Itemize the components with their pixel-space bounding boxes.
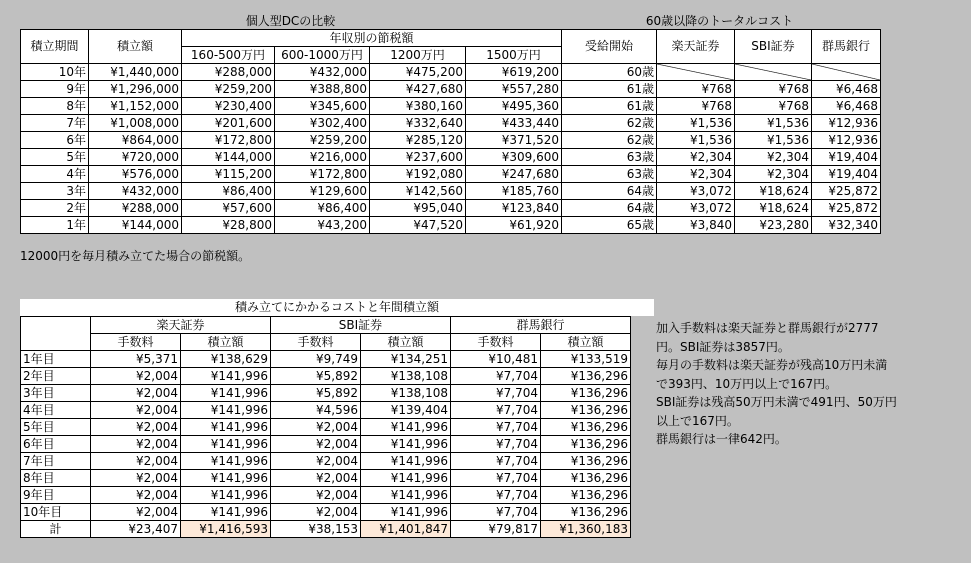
header-period: 積立期間 (21, 30, 89, 64)
cost-sub-fee: 手数料 (451, 334, 541, 351)
contribution-cell: ¥136,296 (541, 385, 631, 402)
header-income-3: 1200万円 (370, 47, 466, 64)
period-cell: 3年 (21, 183, 89, 200)
tax-cell: ¥259,200 (275, 132, 370, 149)
contribution-cell: ¥134,251 (361, 351, 451, 368)
year-cell: 3年目 (21, 385, 91, 402)
empty-cost-cell (657, 64, 735, 81)
tax-cell: ¥142,560 (370, 183, 466, 200)
header-income-1: 160-500万円 (182, 47, 275, 64)
tax-cell: ¥237,600 (370, 149, 466, 166)
fee-cell: ¥7,704 (451, 487, 541, 504)
fee-cell: ¥7,704 (451, 402, 541, 419)
period-cell: 4年 (21, 166, 89, 183)
table-row (21, 81, 881, 98)
fee-cell: ¥5,892 (271, 368, 361, 385)
contribution-cell: ¥141,996 (181, 368, 271, 385)
start-age-cell: 62歳 (562, 132, 657, 149)
note-line: 加入手数料は楽天証券と群馬銀行が2777 (656, 321, 879, 335)
tax-cell: ¥61,920 (466, 217, 562, 234)
tax-cell: ¥495,360 (466, 98, 562, 115)
fee-cell: ¥7,704 (451, 504, 541, 521)
table-row (21, 402, 631, 419)
table-row (21, 200, 881, 217)
header-start: 受給開始 (562, 30, 657, 64)
tax-cell: ¥185,760 (466, 183, 562, 200)
cost-cell: ¥768 (735, 98, 812, 115)
tax-cell: ¥86,400 (275, 200, 370, 217)
tax-cell: ¥619,200 (466, 64, 562, 81)
year-cell: 6年目 (21, 436, 91, 453)
tax-cell: ¥201,600 (182, 115, 275, 132)
start-age-cell: 60歳 (562, 64, 657, 81)
start-age-cell: 61歳 (562, 81, 657, 98)
table-row (21, 183, 881, 200)
tax-cell: ¥28,800 (182, 217, 275, 234)
total-contribution-cell: ¥1,360,183 (541, 521, 631, 538)
year-cell: 9年目 (21, 487, 91, 504)
cost-cell: ¥1,536 (657, 115, 735, 132)
tax-cell: ¥230,400 (182, 98, 275, 115)
cost-header-gunma: 群馬銀行 (451, 317, 631, 334)
total-label: 計 (21, 521, 91, 538)
fee-cell: ¥2,004 (91, 419, 181, 436)
tax-cell: ¥380,160 (370, 98, 466, 115)
contribution-cell: ¥141,996 (361, 470, 451, 487)
tax-cell: ¥345,600 (275, 98, 370, 115)
tax-cell: ¥192,080 (370, 166, 466, 183)
cost-cell: ¥768 (735, 81, 812, 98)
cost-cell: ¥3,072 (657, 183, 735, 200)
fee-cell: ¥2,004 (91, 368, 181, 385)
total-row (21, 521, 631, 538)
contribution-cell: ¥136,296 (541, 453, 631, 470)
cost-cell: ¥12,936 (812, 132, 881, 149)
contribution-cell: ¥141,996 (361, 453, 451, 470)
note-line: 毎月の手数料は楽天証券が残高10万円未満 (656, 358, 888, 372)
contribution-cell: ¥141,996 (361, 419, 451, 436)
tax-cell: ¥47,520 (370, 217, 466, 234)
note-line: 群馬銀行は一律642円。 (656, 432, 787, 446)
fee-cell: ¥7,704 (451, 470, 541, 487)
table1-title: 個人型DCの比較 (245, 14, 336, 28)
tax-cell: ¥247,680 (466, 166, 562, 183)
fee-cell: ¥7,704 (451, 368, 541, 385)
table-row (21, 132, 881, 149)
cost-sub-fee: 手数料 (91, 334, 181, 351)
cost-cell: ¥32,340 (812, 217, 881, 234)
start-age-cell: 62歳 (562, 115, 657, 132)
contribution-cell: ¥136,296 (541, 504, 631, 521)
tax-cell: ¥259,200 (182, 81, 275, 98)
contribution-cell: ¥136,296 (541, 470, 631, 487)
contribution-cell: ¥141,996 (181, 453, 271, 470)
cost-cell: ¥2,304 (735, 166, 812, 183)
table-row (21, 64, 881, 81)
cost-cell: ¥23,280 (735, 217, 812, 234)
total-contribution-cell: ¥1,416,593 (181, 521, 271, 538)
table-row (21, 115, 881, 132)
table-row (21, 385, 631, 402)
amount-cell: ¥432,000 (89, 183, 182, 200)
table-row (21, 217, 881, 234)
empty-cost-cell (735, 64, 812, 81)
fee-cell: ¥2,004 (91, 436, 181, 453)
contribution-cell: ¥141,996 (361, 436, 451, 453)
table-row (21, 470, 631, 487)
cost-cell: ¥3,840 (657, 217, 735, 234)
contribution-cell: ¥139,404 (361, 402, 451, 419)
start-age-cell: 61歳 (562, 98, 657, 115)
amount-cell: ¥1,008,000 (89, 115, 182, 132)
fee-cell: ¥5,371 (91, 351, 181, 368)
fee-cell: ¥2,004 (271, 419, 361, 436)
cost-cell: ¥18,624 (735, 183, 812, 200)
contribution-cell: ¥141,996 (181, 385, 271, 402)
period-cell: 6年 (21, 132, 89, 149)
fee-cell: ¥10,481 (451, 351, 541, 368)
table-row (21, 166, 881, 183)
start-age-cell: 65歳 (562, 217, 657, 234)
fee-cell: ¥2,004 (91, 402, 181, 419)
cost-cell: ¥1,536 (735, 115, 812, 132)
cost-header-rakuten: 楽天証券 (91, 317, 271, 334)
tax-cell: ¥475,200 (370, 64, 466, 81)
period-cell: 5年 (21, 149, 89, 166)
contribution-cell: ¥136,296 (541, 436, 631, 453)
table-row (21, 453, 631, 470)
cost-header-year (21, 317, 91, 351)
fee-cell: ¥9,749 (271, 351, 361, 368)
tax-cell: ¥95,040 (370, 200, 466, 217)
tax-cell: ¥433,440 (466, 115, 562, 132)
cost-cell: ¥2,304 (657, 166, 735, 183)
fee-cell: ¥2,004 (91, 385, 181, 402)
tax-cell: ¥432,000 (275, 64, 370, 81)
year-cell: 1年目 (21, 351, 91, 368)
cost-cell: ¥768 (657, 98, 735, 115)
period-cell: 10年 (21, 64, 89, 81)
header-broker-gunma: 群馬銀行 (812, 30, 881, 64)
fee-cell: ¥2,004 (91, 504, 181, 521)
cost-sub-amount: 積立額 (541, 334, 631, 351)
year-cell: 8年目 (21, 470, 91, 487)
period-cell: 1年 (21, 217, 89, 234)
tax-cell: ¥115,200 (182, 166, 275, 183)
amount-cell: ¥1,296,000 (89, 81, 182, 98)
start-age-cell: 63歳 (562, 166, 657, 183)
contribution-cell: ¥141,996 (181, 470, 271, 487)
cost-cell: ¥6,468 (812, 98, 881, 115)
table-row (21, 98, 881, 115)
header-broker-rakuten: 楽天証券 (657, 30, 735, 64)
fee-cell: ¥5,892 (271, 385, 361, 402)
header-income-4: 1500万円 (466, 47, 562, 64)
cost-cell: ¥18,624 (735, 200, 812, 217)
header-income-2: 600-1000万円 (275, 47, 370, 64)
fee-cell: ¥2,004 (271, 504, 361, 521)
start-age-cell: 64歳 (562, 183, 657, 200)
header-broker-sbi: SBI証券 (735, 30, 812, 64)
total-fee-cell: ¥38,153 (271, 521, 361, 538)
tax-cell: ¥388,800 (275, 81, 370, 98)
tax-cell: ¥371,520 (466, 132, 562, 149)
fee-cell: ¥7,704 (451, 436, 541, 453)
tax-cell: ¥43,200 (275, 217, 370, 234)
contribution-cell: ¥136,296 (541, 402, 631, 419)
tax-footnote: 12000円を毎月積み立てた場合の節税額。 (20, 249, 251, 263)
total-fee-cell: ¥79,817 (451, 521, 541, 538)
fee-cell: ¥2,004 (91, 470, 181, 487)
contribution-cell: ¥136,296 (541, 368, 631, 385)
fee-notes (656, 319, 956, 449)
fee-cell: ¥7,704 (451, 453, 541, 470)
fee-cell: ¥2,004 (91, 453, 181, 470)
total-contribution-cell: ¥1,401,847 (361, 521, 451, 538)
contribution-cell: ¥138,629 (181, 351, 271, 368)
tax-cell: ¥172,800 (275, 166, 370, 183)
cost-cell: ¥12,936 (812, 115, 881, 132)
header-tax-group: 年収別の節税額 (182, 30, 562, 47)
cost-cell: ¥25,872 (812, 183, 881, 200)
tax-cell: ¥427,680 (370, 81, 466, 98)
year-cell: 7年目 (21, 453, 91, 470)
cost-cell: ¥19,404 (812, 149, 881, 166)
contribution-cell: ¥136,296 (541, 487, 631, 504)
tax-cell: ¥332,640 (370, 115, 466, 132)
period-cell: 7年 (21, 115, 89, 132)
cost-header-sbi: SBI証券 (271, 317, 451, 334)
note-line: で393円、10万円以上で167円。 (656, 376, 838, 391)
empty-cost-cell (812, 64, 881, 81)
cost-cell: ¥2,304 (657, 149, 735, 166)
fee-cell: ¥2,004 (271, 436, 361, 453)
cost-sub-fee: 手数料 (271, 334, 361, 351)
year-cell: 2年目 (21, 368, 91, 385)
amount-cell: ¥1,152,000 (89, 98, 182, 115)
tax-cell: ¥309,600 (466, 149, 562, 166)
period-cell: 2年 (21, 200, 89, 217)
total-fee-cell: ¥23,407 (91, 521, 181, 538)
cost-sub-amount: 積立額 (361, 334, 451, 351)
tax-cell: ¥144,000 (182, 149, 275, 166)
tax-cell: ¥129,600 (275, 183, 370, 200)
amount-cell: ¥288,000 (89, 200, 182, 217)
period-cell: 9年 (21, 81, 89, 98)
tax-cell: ¥86,400 (182, 183, 275, 200)
tax-cell: ¥288,000 (182, 64, 275, 81)
table-row (21, 436, 631, 453)
year-cell: 5年目 (21, 419, 91, 436)
cost-cell: ¥6,468 (812, 81, 881, 98)
dc-comparison-table (20, 29, 881, 234)
cost-cell: ¥1,536 (735, 132, 812, 149)
amount-cell: ¥1,440,000 (89, 64, 182, 81)
note-line: 以上で167円。 (656, 413, 739, 428)
period-cell: 8年 (21, 98, 89, 115)
contribution-cell: ¥138,108 (361, 368, 451, 385)
amount-cell: ¥144,000 (89, 217, 182, 234)
cost-cell: ¥2,304 (735, 149, 812, 166)
table-row (21, 351, 631, 368)
fee-cell: ¥4,596 (271, 402, 361, 419)
fee-cell: ¥7,704 (451, 419, 541, 436)
contribution-cell: ¥141,996 (181, 419, 271, 436)
tax-cell: ¥285,120 (370, 132, 466, 149)
contribution-cell: ¥136,296 (541, 419, 631, 436)
table-row (21, 368, 631, 385)
fee-cell: ¥7,704 (451, 385, 541, 402)
amount-cell: ¥576,000 (89, 166, 182, 183)
cost-cell: ¥3,072 (657, 200, 735, 217)
contribution-cell: ¥141,996 (361, 487, 451, 504)
cost-cell: ¥25,872 (812, 200, 881, 217)
tax-cell: ¥216,000 (275, 149, 370, 166)
cost-sub-amount: 積立額 (181, 334, 271, 351)
tax-cell: ¥302,400 (275, 115, 370, 132)
start-age-cell: 63歳 (562, 149, 657, 166)
year-cell: 4年目 (21, 402, 91, 419)
tax-cell: ¥123,840 (466, 200, 562, 217)
header-amount: 積立額 (89, 30, 182, 64)
table-row (21, 504, 631, 521)
amount-cell: ¥864,000 (89, 132, 182, 149)
fee-cell: ¥2,004 (271, 453, 361, 470)
tax-cell: ¥557,280 (466, 81, 562, 98)
tax-cell: ¥172,800 (182, 132, 275, 149)
fee-cell: ¥2,004 (91, 487, 181, 504)
table-row (21, 149, 881, 166)
contribution-cell: ¥138,108 (361, 385, 451, 402)
cost-group-title: 60歳以降のトータルコスト (645, 14, 794, 28)
contribution-cell: ¥141,996 (181, 487, 271, 504)
cost-cell: ¥1,536 (657, 132, 735, 149)
cost-cell: ¥19,404 (812, 166, 881, 183)
contribution-cell: ¥141,996 (181, 436, 271, 453)
note-line: 円。SBI証券は3857円。 (656, 339, 790, 354)
cost-table (20, 316, 631, 538)
note-line: SBI証券は残高50万円未満で491円、50万円 (656, 395, 897, 409)
table2-title: 積み立てにかかるコストと年間積立額 (234, 300, 439, 314)
year-cell: 10年目 (21, 504, 91, 521)
contribution-cell: ¥141,996 (181, 402, 271, 419)
cost-cell: ¥768 (657, 81, 735, 98)
contribution-cell: ¥141,996 (181, 504, 271, 521)
fee-cell: ¥2,004 (271, 470, 361, 487)
table-row (21, 487, 631, 504)
table2-title-bar (20, 299, 654, 316)
fee-cell: ¥2,004 (271, 487, 361, 504)
contribution-cell: ¥141,996 (361, 504, 451, 521)
start-age-cell: 64歳 (562, 200, 657, 217)
table-row (21, 419, 631, 436)
tax-cell: ¥57,600 (182, 200, 275, 217)
amount-cell: ¥720,000 (89, 149, 182, 166)
contribution-cell: ¥133,519 (541, 351, 631, 368)
